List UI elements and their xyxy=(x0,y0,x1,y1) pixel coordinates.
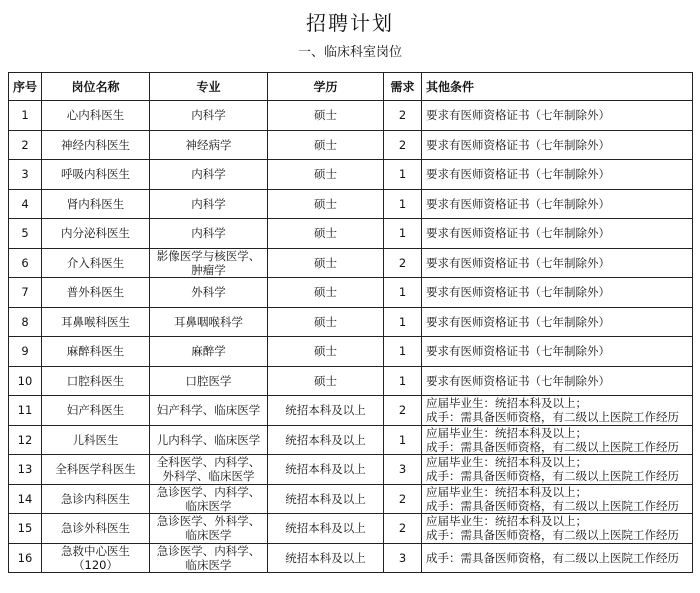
cell-conditions xyxy=(422,366,693,396)
table-row xyxy=(9,189,693,219)
cell-education: 统招本科及以上 xyxy=(268,425,384,455)
cell-major: 外科学 xyxy=(150,278,268,308)
condition-line: 应届毕业生：统招本科及以上； xyxy=(426,484,587,499)
cell-position: 全科医学科医生 xyxy=(42,455,150,485)
cell-no: 6 xyxy=(9,248,42,278)
condition-line: 要求有医师资格证书（七年制除外） xyxy=(426,285,610,300)
cell-education: 硕士 xyxy=(268,248,384,278)
cell-no: 14 xyxy=(9,484,42,514)
cell-demand: 2 xyxy=(384,130,422,160)
cell-position: 神经内科医生 xyxy=(42,130,150,160)
cell-demand: 3 xyxy=(384,543,422,573)
cell-demand: 2 xyxy=(384,101,422,131)
cell-conditions xyxy=(422,484,693,514)
condition-line: 要求有医师资格证书（七年制除外） xyxy=(426,344,610,359)
page-title: 招聘计划 xyxy=(306,11,394,35)
cell-conditions xyxy=(422,101,693,131)
cell-position: 麻醉科医生 xyxy=(42,337,150,367)
cell-major: 内科学 xyxy=(150,219,268,249)
table-row xyxy=(9,130,693,160)
cell-demand: 2 xyxy=(384,396,422,426)
cell-education: 硕士 xyxy=(268,307,384,337)
condition-line: 要求有医师资格证书（七年制除外） xyxy=(426,137,610,152)
table-header-row xyxy=(9,73,693,101)
cell-major: 神经病学 xyxy=(150,130,268,160)
cell-major: 口腔医学 xyxy=(150,366,268,396)
cell-education: 硕士 xyxy=(268,337,384,367)
cell-demand: 2 xyxy=(384,248,422,278)
table-row xyxy=(9,543,693,573)
cell-major: 急诊医学、内科学、临床医学 xyxy=(150,543,268,573)
header-major: 专业 xyxy=(150,73,268,101)
cell-no: 15 xyxy=(9,514,42,544)
cell-major: 影像医学与核医学、肿瘤学 xyxy=(150,248,268,278)
cell-major: 耳鼻咽喉科学 xyxy=(150,307,268,337)
cell-position: 心内科医生 xyxy=(42,101,150,131)
cell-no: 12 xyxy=(9,425,42,455)
cell-position: 内分泌科医生 xyxy=(42,219,150,249)
table-row xyxy=(9,425,693,455)
cell-demand: 3 xyxy=(384,455,422,485)
condition-line: 成手：需具备医师资格，有二级以上医院工作经历 xyxy=(426,439,679,454)
cell-major: 内科学 xyxy=(150,189,268,219)
cell-conditions xyxy=(422,219,693,249)
cell-position: 肾内科医生 xyxy=(42,189,150,219)
cell-conditions xyxy=(422,543,693,573)
cell-education: 硕士 xyxy=(268,278,384,308)
condition-line: 应届毕业生：统招本科及以上； xyxy=(426,514,587,529)
cell-no: 16 xyxy=(9,543,42,573)
condition-line: 应届毕业生：统招本科及以上； xyxy=(426,455,587,470)
condition-line: 要求有医师资格证书（七年制除外） xyxy=(426,373,610,388)
cell-education: 硕士 xyxy=(268,101,384,131)
cell-no: 13 xyxy=(9,455,42,485)
condition-line: 成手：需具备医师资格，有二级以上医院工作经历 xyxy=(426,410,679,425)
cell-demand: 1 xyxy=(384,307,422,337)
cell-conditions xyxy=(422,455,693,485)
cell-demand: 1 xyxy=(384,425,422,455)
cell-demand: 2 xyxy=(384,514,422,544)
condition-line: 应届毕业生：统招本科及以上； xyxy=(426,425,587,440)
cell-demand: 1 xyxy=(384,219,422,249)
cell-demand: 1 xyxy=(384,366,422,396)
cell-no: 8 xyxy=(9,307,42,337)
table-row xyxy=(9,455,693,485)
table-row xyxy=(9,514,693,544)
cell-education: 硕士 xyxy=(268,160,384,190)
condition-line: 要求有医师资格证书（七年制除外） xyxy=(426,314,610,329)
cell-no: 1 xyxy=(9,101,42,131)
cell-position: 普外科医生 xyxy=(42,278,150,308)
cell-position: 口腔科医生 xyxy=(42,366,150,396)
table-row xyxy=(9,484,693,514)
cell-demand: 1 xyxy=(384,160,422,190)
cell-no: 9 xyxy=(9,337,42,367)
cell-education: 统招本科及以上 xyxy=(268,455,384,485)
cell-position: 急诊外科医生 xyxy=(42,514,150,544)
header-education: 学历 xyxy=(268,73,384,101)
cell-education: 硕士 xyxy=(268,189,384,219)
table-row xyxy=(9,366,693,396)
cell-no: 7 xyxy=(9,278,42,308)
cell-major: 急诊医学、内科学、临床医学 xyxy=(150,484,268,514)
cell-conditions xyxy=(422,189,693,219)
cell-position: 呼吸内科医生 xyxy=(42,160,150,190)
table-row xyxy=(9,396,693,426)
header-position: 岗位名称 xyxy=(42,73,150,101)
cell-position: 急救中心医生（120） xyxy=(42,543,150,573)
recruitment-table xyxy=(8,72,693,573)
cell-major: 内科学 xyxy=(150,160,268,190)
condition-line: 成手：需具备医师资格，有二级以上医院工作经历 xyxy=(426,528,679,543)
cell-education: 统招本科及以上 xyxy=(268,484,384,514)
cell-education: 硕士 xyxy=(268,366,384,396)
cell-major: 儿内科学、临床医学 xyxy=(150,425,268,455)
cell-no: 5 xyxy=(9,219,42,249)
header-conditions: 其他条件 xyxy=(422,73,693,101)
condition-line: 要求有医师资格证书（七年制除外） xyxy=(426,196,610,211)
cell-position: 耳鼻喉科医生 xyxy=(42,307,150,337)
cell-no: 2 xyxy=(9,130,42,160)
cell-education: 统招本科及以上 xyxy=(268,396,384,426)
cell-demand: 2 xyxy=(384,484,422,514)
cell-no: 10 xyxy=(9,366,42,396)
cell-position: 急诊内科医生 xyxy=(42,484,150,514)
condition-line: 应届毕业生：统招本科及以上； xyxy=(426,396,587,411)
cell-conditions xyxy=(422,425,693,455)
cell-conditions xyxy=(422,396,693,426)
cell-major: 麻醉学 xyxy=(150,337,268,367)
cell-conditions xyxy=(422,514,693,544)
table-row xyxy=(9,337,693,367)
cell-position: 妇产科医生 xyxy=(42,396,150,426)
table-row xyxy=(9,278,693,308)
table-row xyxy=(9,307,693,337)
table-row xyxy=(9,248,693,278)
table-row xyxy=(9,101,693,131)
condition-line: 成手：需具备医师资格，有二级以上医院工作经历 xyxy=(426,550,679,565)
cell-major: 妇产科学、临床医学 xyxy=(150,396,268,426)
cell-demand: 1 xyxy=(384,337,422,367)
cell-major: 全科医学、内科学、外科学、临床医学 xyxy=(150,455,268,485)
cell-no: 4 xyxy=(9,189,42,219)
section-heading: 一、临床科室岗位 xyxy=(297,45,402,60)
cell-major: 急诊医学、外科学、临床医学 xyxy=(150,514,268,544)
cell-education: 统招本科及以上 xyxy=(268,514,384,544)
cell-position: 儿科医生 xyxy=(42,425,150,455)
condition-line: 要求有医师资格证书（七年制除外） xyxy=(426,108,610,123)
cell-education: 硕士 xyxy=(268,219,384,249)
condition-line: 要求有医师资格证书（七年制除外） xyxy=(426,167,610,182)
cell-education: 统招本科及以上 xyxy=(268,543,384,573)
cell-demand: 1 xyxy=(384,189,422,219)
cell-no: 11 xyxy=(9,396,42,426)
cell-position: 介入科医生 xyxy=(42,248,150,278)
cell-education: 硕士 xyxy=(268,130,384,160)
condition-line: 成手：需具备医师资格，有二级以上医院工作经历 xyxy=(426,498,679,513)
cell-no: 3 xyxy=(9,160,42,190)
cell-demand: 1 xyxy=(384,278,422,308)
condition-line: 成手：需具备医师资格，有二级以上医院工作经历 xyxy=(426,469,679,484)
condition-line: 要求有医师资格证书（七年制除外） xyxy=(426,226,610,241)
cell-conditions xyxy=(422,248,693,278)
condition-line: 要求有医师资格证书（七年制除外） xyxy=(426,255,610,270)
cell-conditions xyxy=(422,130,693,160)
table-row xyxy=(9,160,693,190)
header-demand: 需求 xyxy=(384,73,422,101)
cell-conditions xyxy=(422,307,693,337)
cell-major: 内科学 xyxy=(150,101,268,131)
cell-conditions xyxy=(422,160,693,190)
cell-conditions xyxy=(422,337,693,367)
cell-conditions xyxy=(422,278,693,308)
header-no: 序号 xyxy=(9,73,42,101)
table-row xyxy=(9,219,693,249)
